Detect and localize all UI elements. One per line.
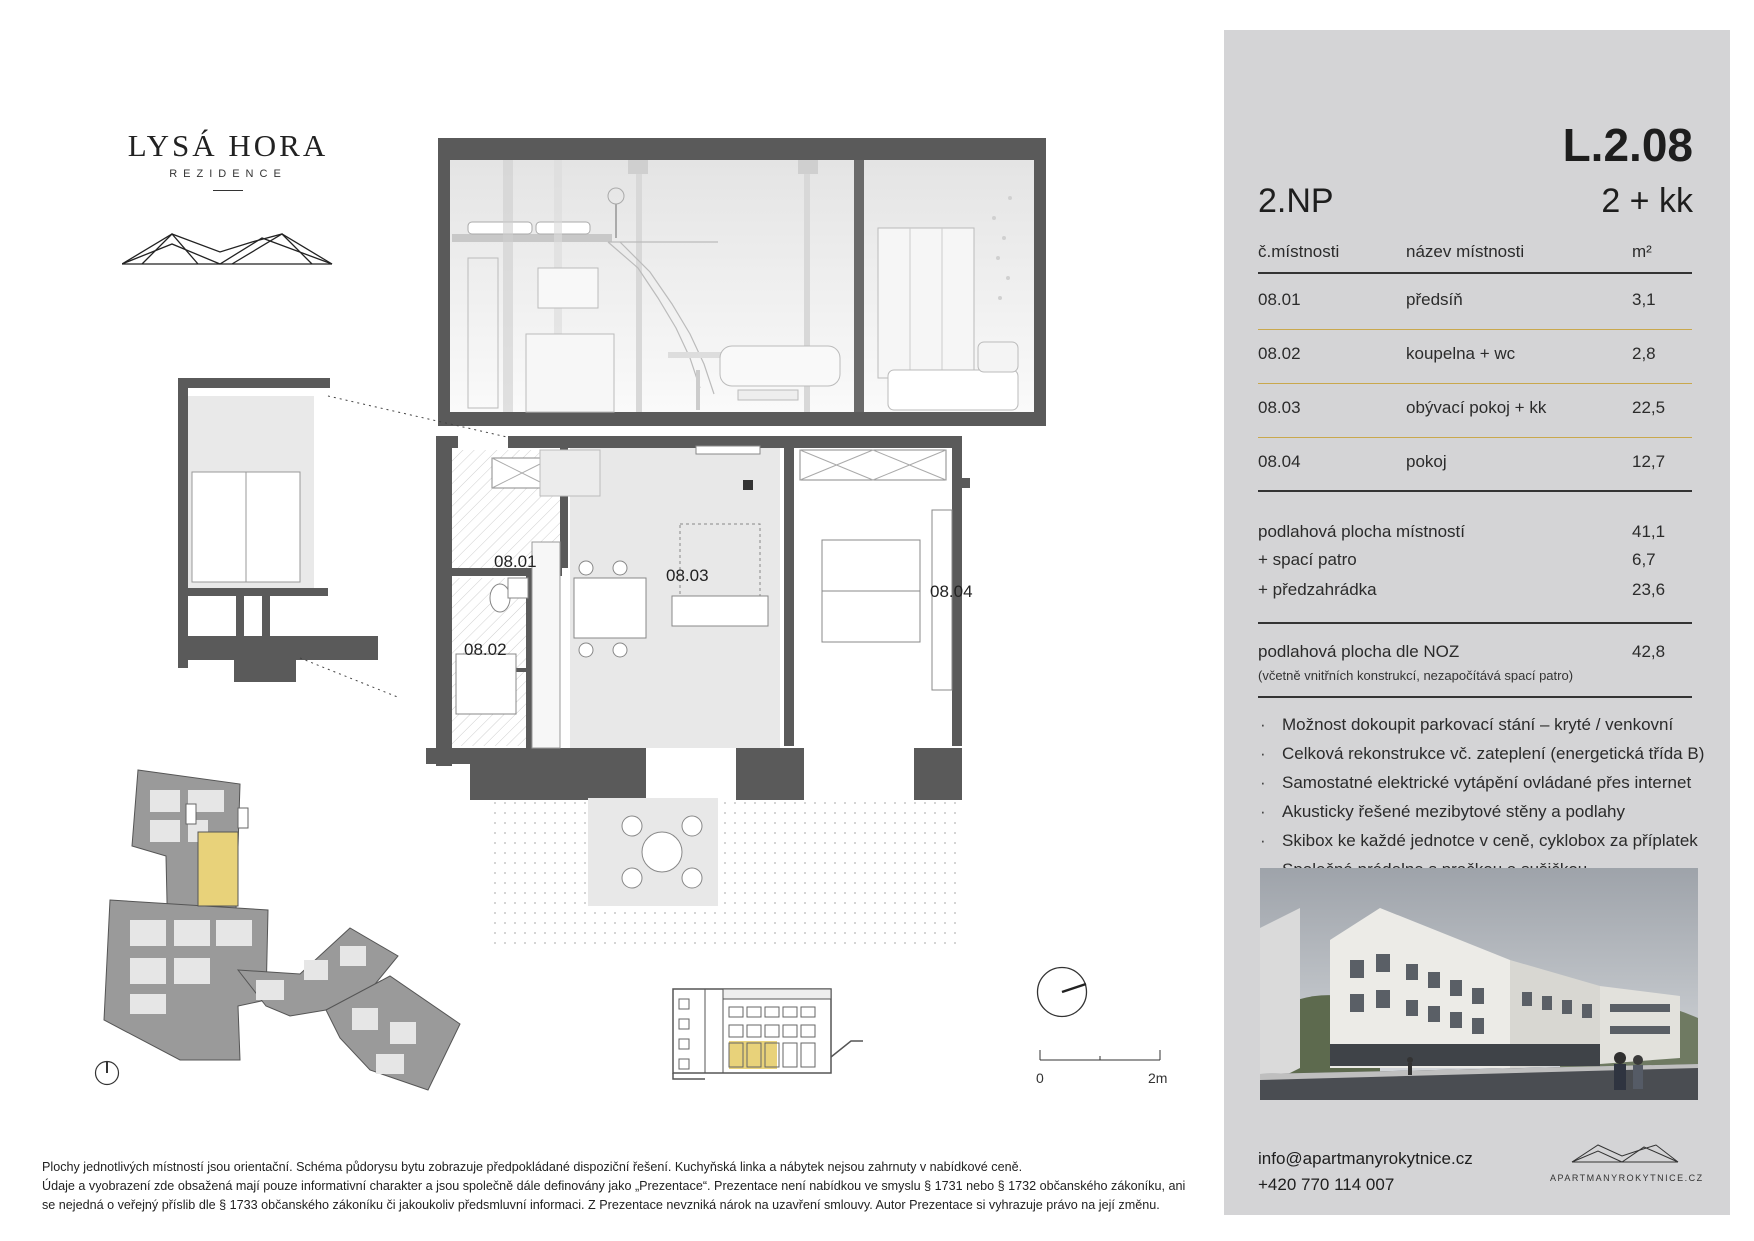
bullet-icon: · (1260, 773, 1266, 792)
logo-subtitle: REZIDENCE (169, 168, 287, 180)
mountain-logo-icon (1570, 1142, 1680, 1164)
room-number: 08.03 (1258, 398, 1301, 417)
contact-phone[interactable]: +420 770 114 007 (1258, 1175, 1395, 1194)
room-number: 08.04 (1258, 452, 1301, 471)
room-row (1258, 276, 1692, 330)
header-room-name: název místnosti (1406, 242, 1525, 261)
feature-text: Skibox ke každé jednotce v ceně, cyklobox za příplatek (1282, 831, 1698, 850)
area-summary (1258, 498, 1692, 624)
room-area: 22,5 (1632, 398, 1666, 417)
noz-note: (včetně vnitřních konstrukcí, nezapočítává spací patro) (1258, 668, 1574, 683)
bullet-icon: · (1260, 802, 1266, 821)
contact-block (1258, 1146, 1473, 1198)
info-panel (1224, 30, 1730, 1215)
bullet-icon: · (1260, 831, 1266, 850)
room-row (1258, 438, 1692, 492)
building-render-image (1260, 868, 1698, 1100)
feature-text: Samostatné elektrické vytápění ovládané přes internet (1282, 773, 1692, 792)
area-value: 6,7 (1632, 550, 1656, 569)
unit-code: L.2.08 (1562, 119, 1693, 171)
room-area: 2,8 (1632, 344, 1656, 363)
room-name: obývací pokoj + kk (1406, 398, 1547, 417)
logo-divider (213, 190, 243, 191)
area-line (1258, 580, 1692, 608)
feature-item (1258, 797, 1718, 826)
area-line (1258, 550, 1692, 578)
room-label-0802: 08.02 (464, 640, 507, 659)
scale-bar (1036, 1046, 1166, 1086)
logo (118, 128, 338, 191)
room-number: 08.01 (1258, 290, 1301, 309)
disclaimer-line-3: se nejedná o veřejný příslib dle § 1733 občanského zákoníku či jakoukoliv předsmluvní informaci. Z Prezentace nevzniká nárok na uzavření smlouvy. Autor Prezentace si vyhrazuje právo na její změnu. (42, 1198, 1160, 1212)
mountain-logo-icon (122, 230, 334, 266)
feature-list (1258, 710, 1718, 884)
disclaimer-line-2: Údaje a vyobrazení zde obsažená mají pouze informativní charakter a jsou společně dále definovány jako „Prezentace“. Prezentace není nabídkou ve smyslu § 1731 nebo § 1732 občanského zákoníku, ani (42, 1179, 1186, 1193)
room-row (1258, 330, 1692, 384)
noz-value: 42,8 (1632, 642, 1666, 661)
feature-item (1258, 710, 1718, 739)
feature-text: Celková rekonstrukce vč. zateplení (energetická třída B) (1282, 744, 1705, 763)
north-arrow-icon (94, 1060, 120, 1086)
room-name: koupelna + wc (1406, 344, 1516, 363)
header-area-unit: m² (1632, 242, 1652, 261)
header-room-number: č.místnosti (1258, 242, 1340, 261)
logo-title: LYSÁ HORA (127, 128, 329, 163)
noz-label: podlahová plocha dle NOZ (1258, 642, 1460, 661)
unit-floor: 2.NP (1258, 182, 1334, 220)
noz-area (1258, 634, 1692, 698)
scale-end-label: 2m (1148, 1070, 1168, 1086)
room-name: pokoj (1406, 452, 1447, 471)
room-area: 3,1 (1632, 290, 1656, 309)
unit-layout: 2 + kk (1601, 182, 1693, 220)
area-label: podlahová plocha místností (1258, 522, 1465, 541)
feature-item (1258, 826, 1718, 855)
feature-item (1258, 739, 1718, 768)
disclaimer (42, 1158, 1232, 1215)
disclaimer-line-1: Plochy jednotlivých místností jsou orientační. Schéma půdorysu bytu zobrazuje předpokládané dispoziční řešení. Kuchyňská linka a nábytek nejsou zahrnuty v nabídkové ceně. (42, 1160, 1023, 1174)
room-table-header (1258, 242, 1692, 274)
room-label-0801: 08.01 (494, 552, 537, 571)
room-area: 12,7 (1632, 452, 1666, 471)
brand-logo (1550, 1142, 1704, 1183)
feature-text: Akusticky řešené mezibytové stěny a podlahy (1282, 802, 1626, 821)
bullet-icon: · (1260, 715, 1266, 734)
feature-text: Možnost dokoupit parkovací stání – kryté / venkovní (1282, 715, 1674, 734)
scale-start-label: 0 (1036, 1070, 1044, 1086)
room-label-0803: 08.03 (666, 566, 709, 585)
area-label: + předzahrádka (1258, 580, 1377, 599)
compass-icon (1036, 966, 1088, 1018)
brand-text: APARTMANYROKYTNICE.CZ (1550, 1173, 1704, 1183)
room-label-0804: 08.04 (930, 582, 973, 601)
site-plan-drawing (90, 760, 480, 1100)
feature-item (1258, 768, 1718, 797)
scale-bar-graphic (1036, 1046, 1166, 1066)
area-line (1258, 522, 1692, 550)
area-value: 41,1 (1632, 522, 1666, 541)
room-number: 08.02 (1258, 344, 1301, 363)
building-elevation-drawing (665, 985, 871, 1085)
room-row (1258, 384, 1692, 438)
contact-email[interactable]: info@apartmanyrokytnice.cz (1258, 1149, 1473, 1168)
area-value: 23,6 (1632, 580, 1666, 599)
area-label: + spací patro (1258, 550, 1357, 569)
room-name: předsíň (1406, 290, 1463, 309)
bullet-icon: · (1260, 744, 1266, 763)
